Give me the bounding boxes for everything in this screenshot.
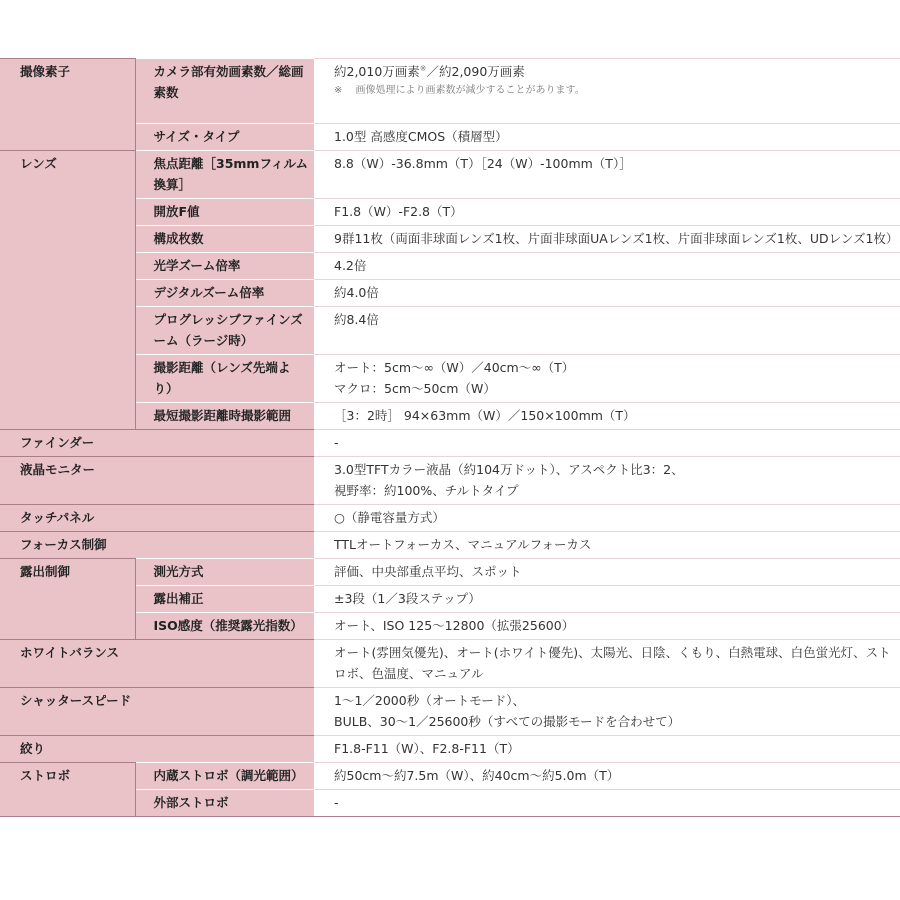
spec-value: 1〜1／2000秒（オートモード）、 BULB、30〜1／25600秒（すべての撮影モードを合わせて） [314,688,900,736]
spec-value: - [314,430,900,457]
sub-header: 撮影距離（レンズ先端より） [135,355,314,403]
spec-value: ［3：2時］ 94×63mm（W）／150×100mm（T） [314,403,900,430]
footnote-text: ※ 画像処理により画素数が減少することがあります。 [334,85,585,96]
spec-table [0,58,900,817]
spec-value: 8.8（W）-36.8mm（T）［24（W）-100mm（T）］ [314,151,900,199]
table-row [0,763,900,790]
spec-value: 3.0型TFTカラー液晶（約104万ドット）、アスペクト比3：2、 視野率：約100%、チルトタイプ [314,457,900,505]
table-row [0,457,900,505]
table-row [0,403,900,430]
row-header: ストロボ [0,763,135,817]
spec-value: ○（静電容量方式） [314,505,900,532]
sub-header: ISO感度（推奨露光指数） [135,613,314,640]
table-row [0,430,900,457]
spec-value: 評価、中央部重点平均、スポット [314,559,900,586]
table-row [0,59,900,124]
spec-value: ±3段（1／3段ステップ） [314,586,900,613]
sub-header: カメラ部有効画素数／総画素数 [135,59,314,124]
table-row [0,736,900,763]
spec-value: 1.0型 高感度CMOS（積層型） [314,124,900,151]
table-row [0,307,900,355]
table-row [0,151,900,199]
spec-value: TTLオートフォーカス、マニュアルフォーカス [314,532,900,559]
spec-value: 約50cm〜約7.5m（W）、約40cm〜約5.0m（T） [314,763,900,790]
footnote-mark: ※ [419,63,427,73]
spec-value: 4.2倍 [314,253,900,280]
row-header: フォーカス制御 [0,532,314,559]
table-row [0,559,900,586]
row-header: 撮像素子 [0,59,135,151]
row-header: レンズ [0,151,135,430]
sub-header: 焦点距離［35mmフィルム換算］ [135,151,314,199]
row-header: 絞り [0,736,314,763]
sub-header: デジタルズーム倍率 [135,280,314,307]
spec-value: オート、ISO 125〜12800（拡張25600） [314,613,900,640]
sub-header: 測光方式 [135,559,314,586]
table-row [0,505,900,532]
table-row [0,586,900,613]
sub-header: 構成枚数 [135,226,314,253]
table-row [0,613,900,640]
row-header: ホワイトバランス [0,640,314,688]
sub-header: 開放F値 [135,199,314,226]
spec-value: オート：5cm〜∞（W）／40cm〜∞（T） マクロ：5cm〜50cm（W） [314,355,900,403]
table-row [0,199,900,226]
spec-value: F1.8-F11（W）、F2.8-F11（T） [314,736,900,763]
table-row [0,253,900,280]
row-header: ファインダー [0,430,314,457]
table-row [0,640,900,688]
sub-header: サイズ・タイプ [135,124,314,151]
spec-value: F1.8（W）-F2.8（T） [314,199,900,226]
spec-value: オート(雰囲気優先)、オート(ホワイト優先)、太陽光、日陰、くもり、白熱電球、白色蛍光灯、ストロボ、色温度、マニュアル [314,640,900,688]
row-header: シャッタースピード [0,688,314,736]
sub-header: 内蔵ストロボ（調光範囲） [135,763,314,790]
sub-header: 露出補正 [135,586,314,613]
sub-header: プログレッシブファインズーム（ラージ時） [135,307,314,355]
row-header: 液晶モニター [0,457,314,505]
row-header: タッチパネル [0,505,314,532]
spec-value: 約4.0倍 [314,280,900,307]
table-row [0,226,900,253]
sub-header: 外部ストロボ [135,790,314,817]
table-row [0,532,900,559]
sub-header: 光学ズーム倍率 [135,253,314,280]
spec-value: 約2,010万画素※／約2,090万画素 ※ 画像処理により画素数が減少することがあります。 [314,59,900,124]
table-row [0,124,900,151]
table-row [0,355,900,403]
spec-value: - [314,790,900,817]
table-row [0,280,900,307]
table-row [0,790,900,817]
row-header: 露出制御 [0,559,135,640]
table-row [0,688,900,736]
sub-header: 最短撮影距離時撮影範囲 [135,403,314,430]
spec-value: 9群11枚（両面非球面レンズ1枚、片面非球面UAレンズ1枚、片面非球面レンズ1枚、UDレンズ1枚） [314,226,900,253]
spec-value: 約8.4倍 [314,307,900,355]
